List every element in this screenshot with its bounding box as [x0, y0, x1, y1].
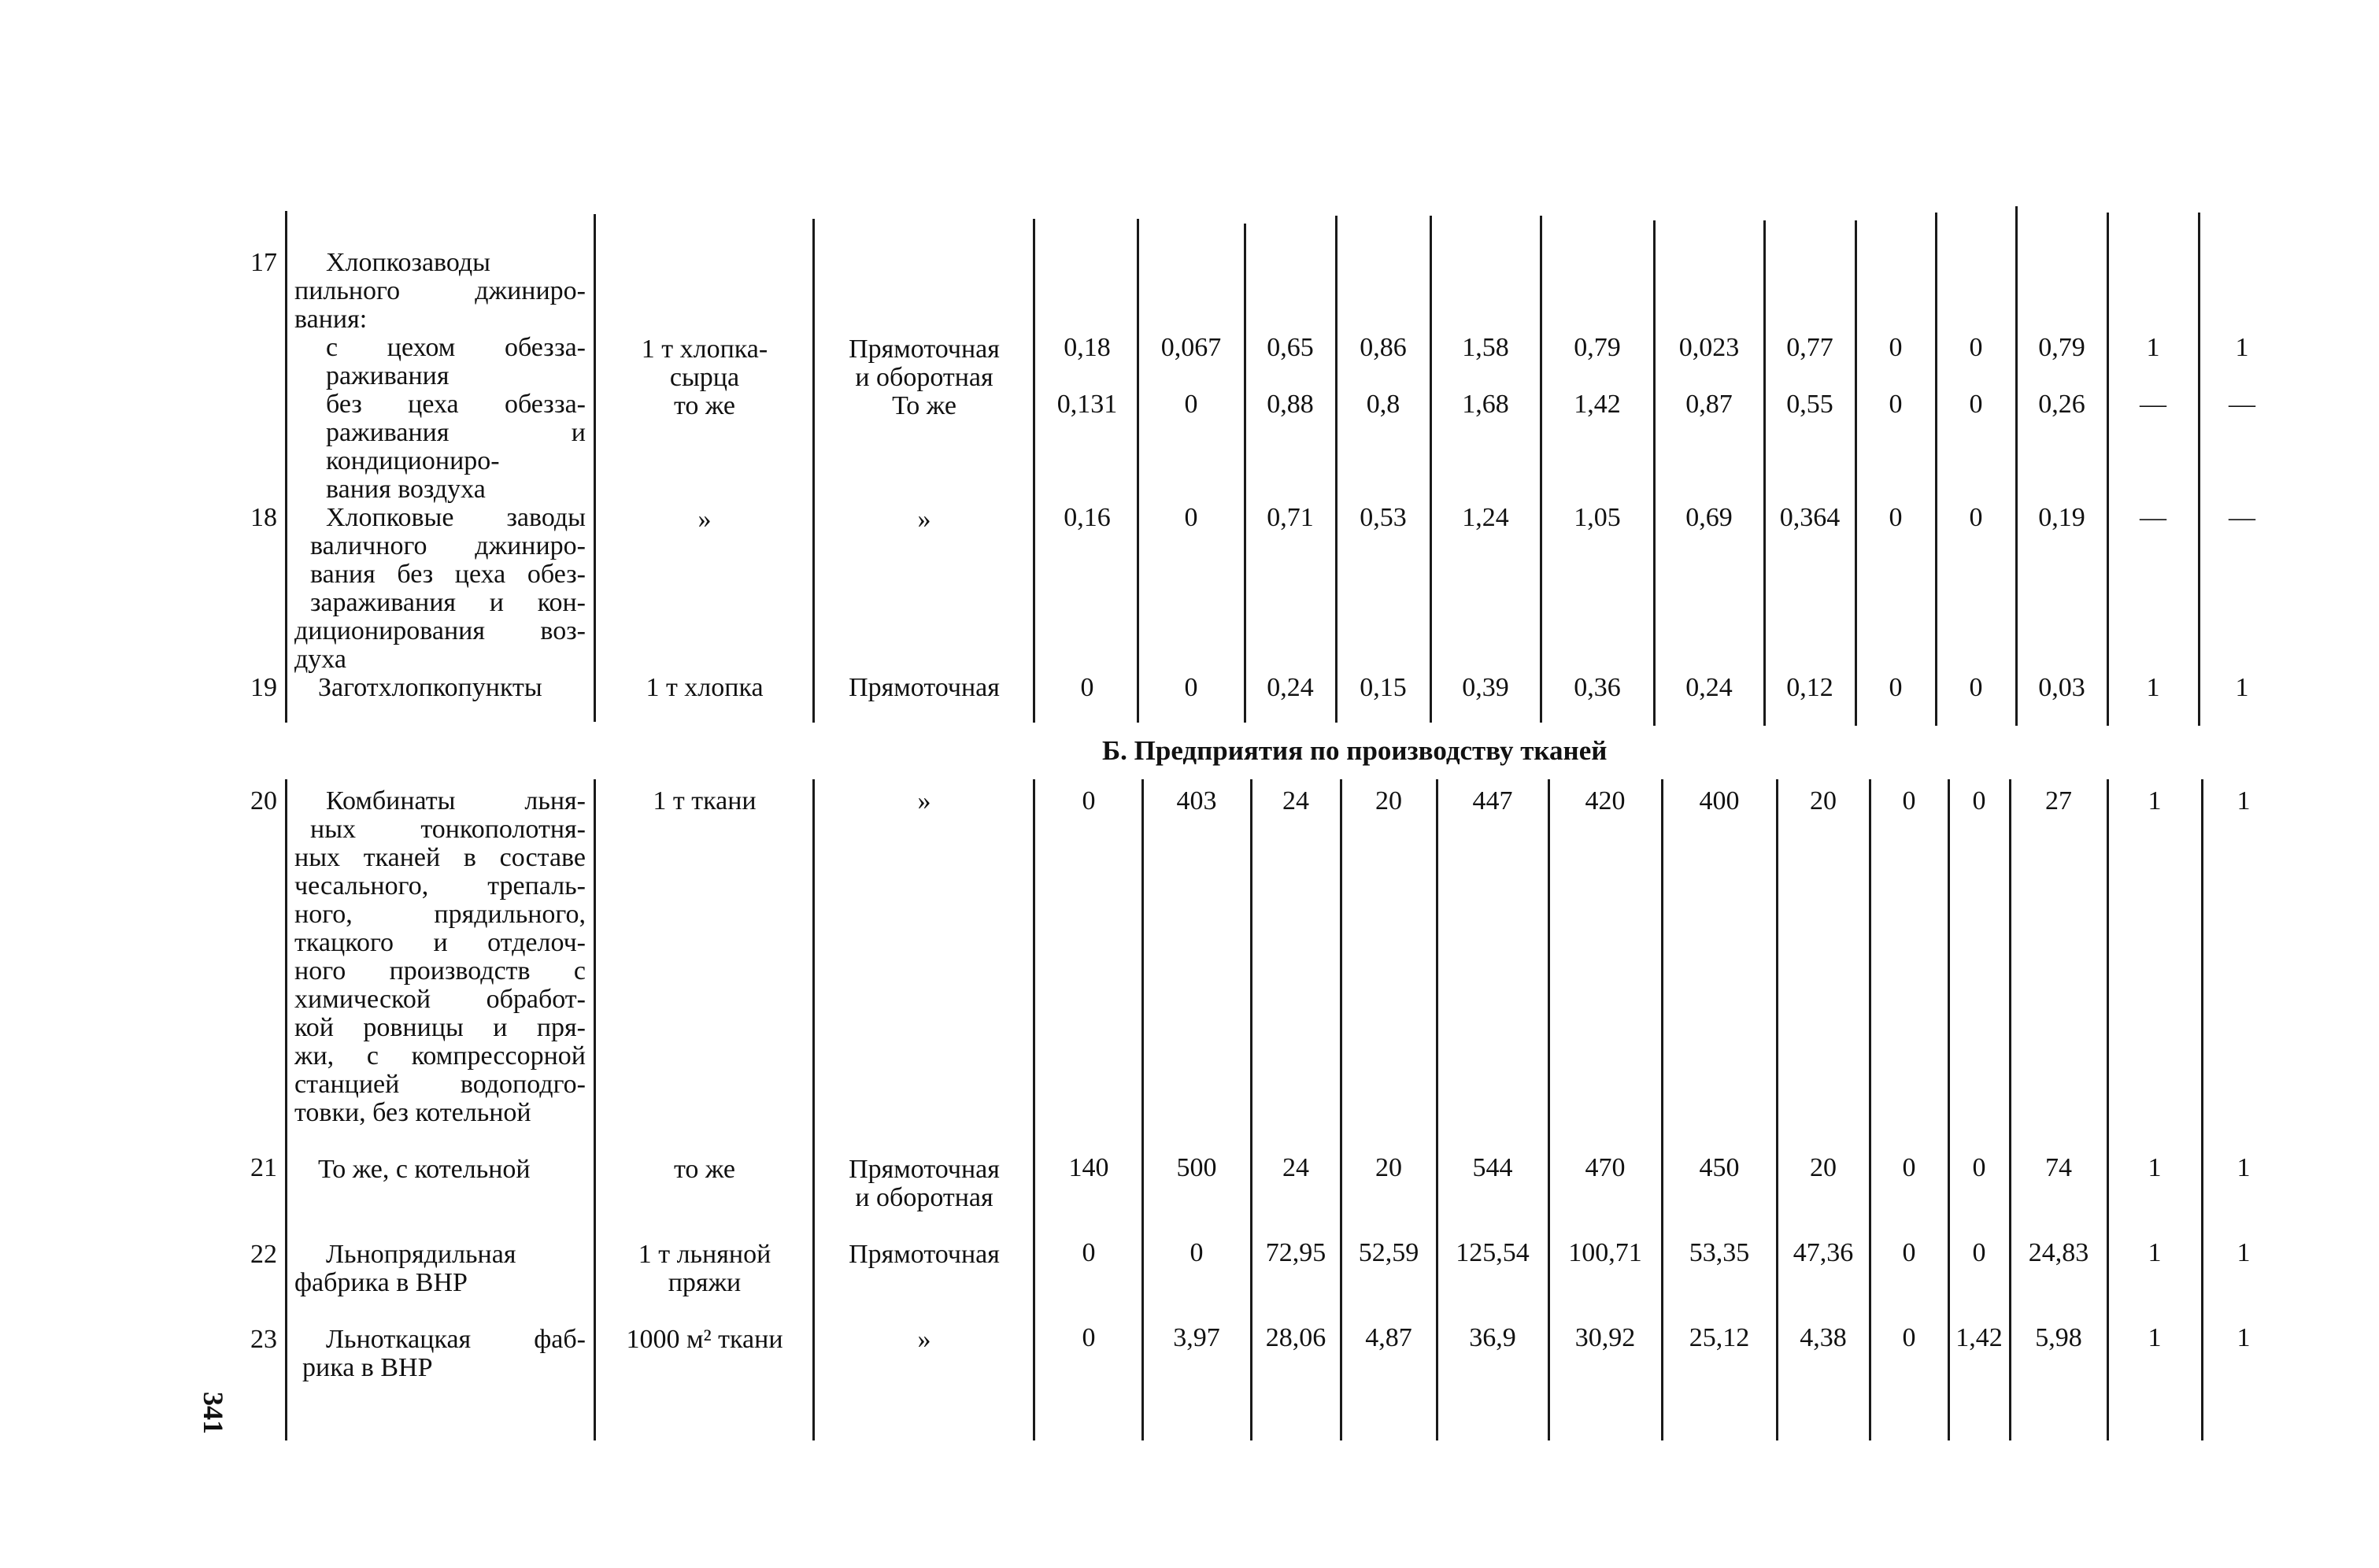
value-cell: 0: [1082, 786, 1096, 815]
value-cell: 0,39: [1462, 673, 1509, 702]
row-number: 19: [250, 673, 277, 702]
column-rule: [2009, 779, 2011, 1440]
value-cell: 1: [2237, 1238, 2251, 1267]
value-cell: 1: [2148, 1238, 2162, 1267]
row-description: Заготхлопкопункты: [318, 673, 542, 702]
value-cell: 5,98: [2035, 1323, 2082, 1352]
column-rule: [1763, 220, 1766, 726]
column-rule: [1033, 219, 1035, 723]
value-cell: 0,03: [2038, 673, 2085, 702]
value-cell: —: [2140, 390, 2166, 419]
column-rule: [594, 779, 596, 1440]
column-rule: [2015, 206, 2018, 726]
value-cell: 1: [2235, 333, 2249, 362]
value-cell: 25,12: [1689, 1323, 1750, 1352]
value-cell: 0,77: [1786, 333, 1833, 362]
value-cell: 0,19: [2038, 503, 2085, 532]
row-description: Комбинаты льня- ных тонкополотня- ных тканей в составе чесального, трепаль- ного, прядильного, ткацкого и отделоч- ного производств с химической обработ- кой ровницы и пря- жи, с компрессорной станцией водоподго- товки, без котельной: [294, 786, 586, 1127]
value-cell: 20: [1375, 786, 1402, 815]
value-cell: 1: [2148, 786, 2162, 815]
value-cell: 20: [1375, 1153, 1402, 1182]
column-rule: [812, 779, 815, 1440]
value-cell: 47,36: [1793, 1238, 1854, 1267]
type-cell: Прямоточная: [849, 1240, 1000, 1269]
column-rule: [1661, 779, 1663, 1440]
row-description: Льноткацкая фаб- рика в ВНР: [302, 1325, 586, 1382]
value-cell: 1,42: [1955, 1323, 2003, 1352]
value-cell: 0,023: [1678, 333, 1740, 362]
column-rule: [1244, 224, 1246, 723]
value-cell: 450: [1699, 1153, 1740, 1182]
unit-cell: 1 т хлопка: [646, 673, 764, 702]
type-cell: То же: [892, 391, 956, 420]
value-cell: 0,12: [1786, 673, 1833, 702]
value-cell: 0,18: [1064, 333, 1111, 362]
value-cell: 0: [1902, 1323, 1916, 1352]
type-cell: »: [917, 786, 931, 815]
column-rule: [1653, 220, 1656, 726]
column-rule: [594, 214, 596, 722]
type-cell: Прямоточная и оборотная: [849, 1155, 1000, 1212]
value-cell: 36,9: [1469, 1323, 1516, 1352]
column-rule: [1776, 779, 1778, 1440]
value-cell: —: [2140, 503, 2166, 532]
type-cell: »: [917, 1325, 931, 1354]
value-cell: 544: [1472, 1153, 1513, 1182]
type-cell: Прямоточная: [849, 673, 1000, 702]
value-cell: 400: [1699, 786, 1740, 815]
value-cell: 24: [1282, 786, 1309, 815]
value-cell: 0: [1190, 1238, 1204, 1267]
value-cell: 0: [1902, 1238, 1916, 1267]
value-cell: 53,35: [1689, 1238, 1750, 1267]
column-rule: [1141, 779, 1144, 1440]
row-description: То же, с котельной: [318, 1155, 531, 1184]
value-cell: 0: [1889, 503, 1903, 532]
value-cell: 0: [1969, 333, 1983, 362]
column-rule: [2107, 213, 2109, 726]
value-cell: 0,36: [1574, 673, 1621, 702]
value-cell: 1,24: [1462, 503, 1509, 532]
value-cell: 27: [2045, 786, 2072, 815]
row-number: 20: [250, 786, 277, 815]
column-rule: [1430, 216, 1432, 723]
section-title: Б. Предприятия по производству тканей: [1102, 735, 1608, 766]
value-cell: 0,16: [1064, 503, 1111, 532]
column-rule: [1869, 779, 1871, 1440]
value-cell: 470: [1585, 1153, 1626, 1182]
value-cell: 0,79: [2038, 333, 2085, 362]
row-number: 23: [250, 1325, 277, 1354]
unit-cell: »: [697, 505, 712, 534]
value-cell: —: [2229, 390, 2255, 419]
value-cell: 0: [1902, 786, 1916, 815]
row-number: 18: [250, 503, 277, 532]
value-cell: 1,05: [1574, 503, 1621, 532]
value-cell: 1,58: [1462, 333, 1509, 362]
value-cell: 0,26: [2038, 390, 2085, 419]
unit-cell: 1 т льняной пряжи: [638, 1240, 771, 1297]
value-cell: 3,97: [1173, 1323, 1220, 1352]
value-cell: 1: [2148, 1323, 2162, 1352]
value-cell: 0,55: [1786, 390, 1833, 419]
value-cell: 0,24: [1267, 673, 1314, 702]
value-cell: 0: [1969, 673, 1983, 702]
row-description: Льнопрядильная фабрика в ВНР: [294, 1240, 516, 1297]
column-rule: [1033, 779, 1035, 1440]
column-rule: [1935, 213, 1937, 726]
value-cell: 0: [1184, 673, 1198, 702]
column-rule: [1548, 779, 1550, 1440]
column-rule: [1855, 220, 1857, 726]
value-cell: 0: [1889, 333, 1903, 362]
value-cell: 0: [1972, 1238, 1986, 1267]
column-rule: [1948, 779, 1950, 1440]
value-cell: 0,8: [1366, 390, 1400, 419]
value-cell: 420: [1585, 786, 1626, 815]
value-cell: 0,364: [1779, 503, 1841, 532]
row-number: 17: [250, 248, 277, 277]
value-cell: 1: [2237, 1323, 2251, 1352]
value-cell: 0,067: [1160, 333, 1222, 362]
value-cell: 0: [1889, 673, 1903, 702]
value-cell: 0,79: [1574, 333, 1621, 362]
column-rule: [1340, 779, 1342, 1440]
value-cell: 500: [1176, 1153, 1217, 1182]
column-rule: [1137, 219, 1139, 723]
page-number: 341: [198, 1392, 229, 1434]
value-cell: 4,38: [1800, 1323, 1847, 1352]
value-cell: 0: [1184, 390, 1198, 419]
column-rule: [285, 779, 287, 1440]
value-cell: 1: [2235, 673, 2249, 702]
value-cell: 140: [1068, 1153, 1109, 1182]
value-cell: 1: [2237, 1153, 2251, 1182]
value-cell: 403: [1176, 786, 1217, 815]
value-cell: 0,88: [1267, 390, 1314, 419]
type-cell: »: [917, 505, 931, 534]
value-cell: 24,83: [2028, 1238, 2089, 1267]
value-cell: 0,69: [1685, 503, 1733, 532]
value-cell: 100,71: [1568, 1238, 1642, 1267]
row-number: 22: [250, 1240, 277, 1269]
value-cell: 1,42: [1574, 390, 1621, 419]
column-rule: [1436, 779, 1438, 1440]
column-rule: [285, 211, 287, 723]
column-rule: [2198, 213, 2200, 726]
value-cell: 0,87: [1685, 390, 1733, 419]
value-cell: 0: [1889, 390, 1903, 419]
value-cell: 0,131: [1056, 390, 1118, 419]
value-cell: 0: [1972, 1153, 1986, 1182]
unit-cell: 1 т хлопка- сырца: [641, 335, 768, 392]
value-cell: 1: [2146, 333, 2160, 362]
value-cell: 30,92: [1574, 1323, 1636, 1352]
value-cell: 52,59: [1358, 1238, 1419, 1267]
value-cell: 0: [1972, 786, 1986, 815]
value-cell: 0: [1082, 1323, 1096, 1352]
value-cell: 0: [1184, 503, 1198, 532]
row-number: 21: [250, 1153, 277, 1182]
value-cell: 0: [1080, 673, 1094, 702]
column-rule: [1540, 216, 1542, 723]
value-cell: 1: [2237, 786, 2251, 815]
row-description: Хлопковые заводы валичного джиниро- вания без цеха обез- зараживания и кон- диционирования воз- духа: [294, 503, 586, 674]
column-rule: [812, 219, 815, 723]
value-cell: 0,65: [1267, 333, 1314, 362]
value-cell: 0,53: [1360, 503, 1407, 532]
column-rule: [1335, 216, 1337, 723]
unit-cell: то же: [673, 1155, 736, 1184]
value-cell: 1: [2148, 1153, 2162, 1182]
value-cell: 0: [1969, 503, 1983, 532]
value-cell: 74: [2045, 1153, 2072, 1182]
type-cell: Прямоточная и оборотная: [849, 335, 1000, 392]
column-rule: [2107, 779, 2109, 1440]
value-cell: 20: [1810, 786, 1837, 815]
column-rule: [1250, 779, 1252, 1440]
value-cell: —: [2229, 503, 2255, 532]
value-cell: 1,68: [1462, 390, 1509, 419]
value-cell: 72,95: [1265, 1238, 1326, 1267]
value-cell: 0,24: [1685, 673, 1733, 702]
value-cell: 28,06: [1265, 1323, 1326, 1352]
row-description: Хлопкозаводы пильного джиниро- вания: с цехом обезза- раживания без цеха обезза- раживания и кондициониро- вания воздуха: [294, 248, 586, 504]
value-cell: 0: [1082, 1238, 1096, 1267]
value-cell: 1: [2146, 673, 2160, 702]
column-rule: [2201, 779, 2203, 1440]
unit-cell: 1 т ткани: [653, 786, 757, 815]
value-cell: 0,15: [1360, 673, 1407, 702]
value-cell: 125,54: [1456, 1238, 1530, 1267]
unit-cell: 1000 м² ткани: [626, 1325, 783, 1354]
value-cell: 20: [1810, 1153, 1837, 1182]
unit-cell: то же: [673, 391, 736, 420]
value-cell: 0,86: [1360, 333, 1407, 362]
value-cell: 0: [1902, 1153, 1916, 1182]
value-cell: 24: [1282, 1153, 1309, 1182]
value-cell: 4,87: [1365, 1323, 1412, 1352]
value-cell: 0: [1969, 390, 1983, 419]
value-cell: 447: [1472, 786, 1513, 815]
value-cell: 0,71: [1267, 503, 1314, 532]
